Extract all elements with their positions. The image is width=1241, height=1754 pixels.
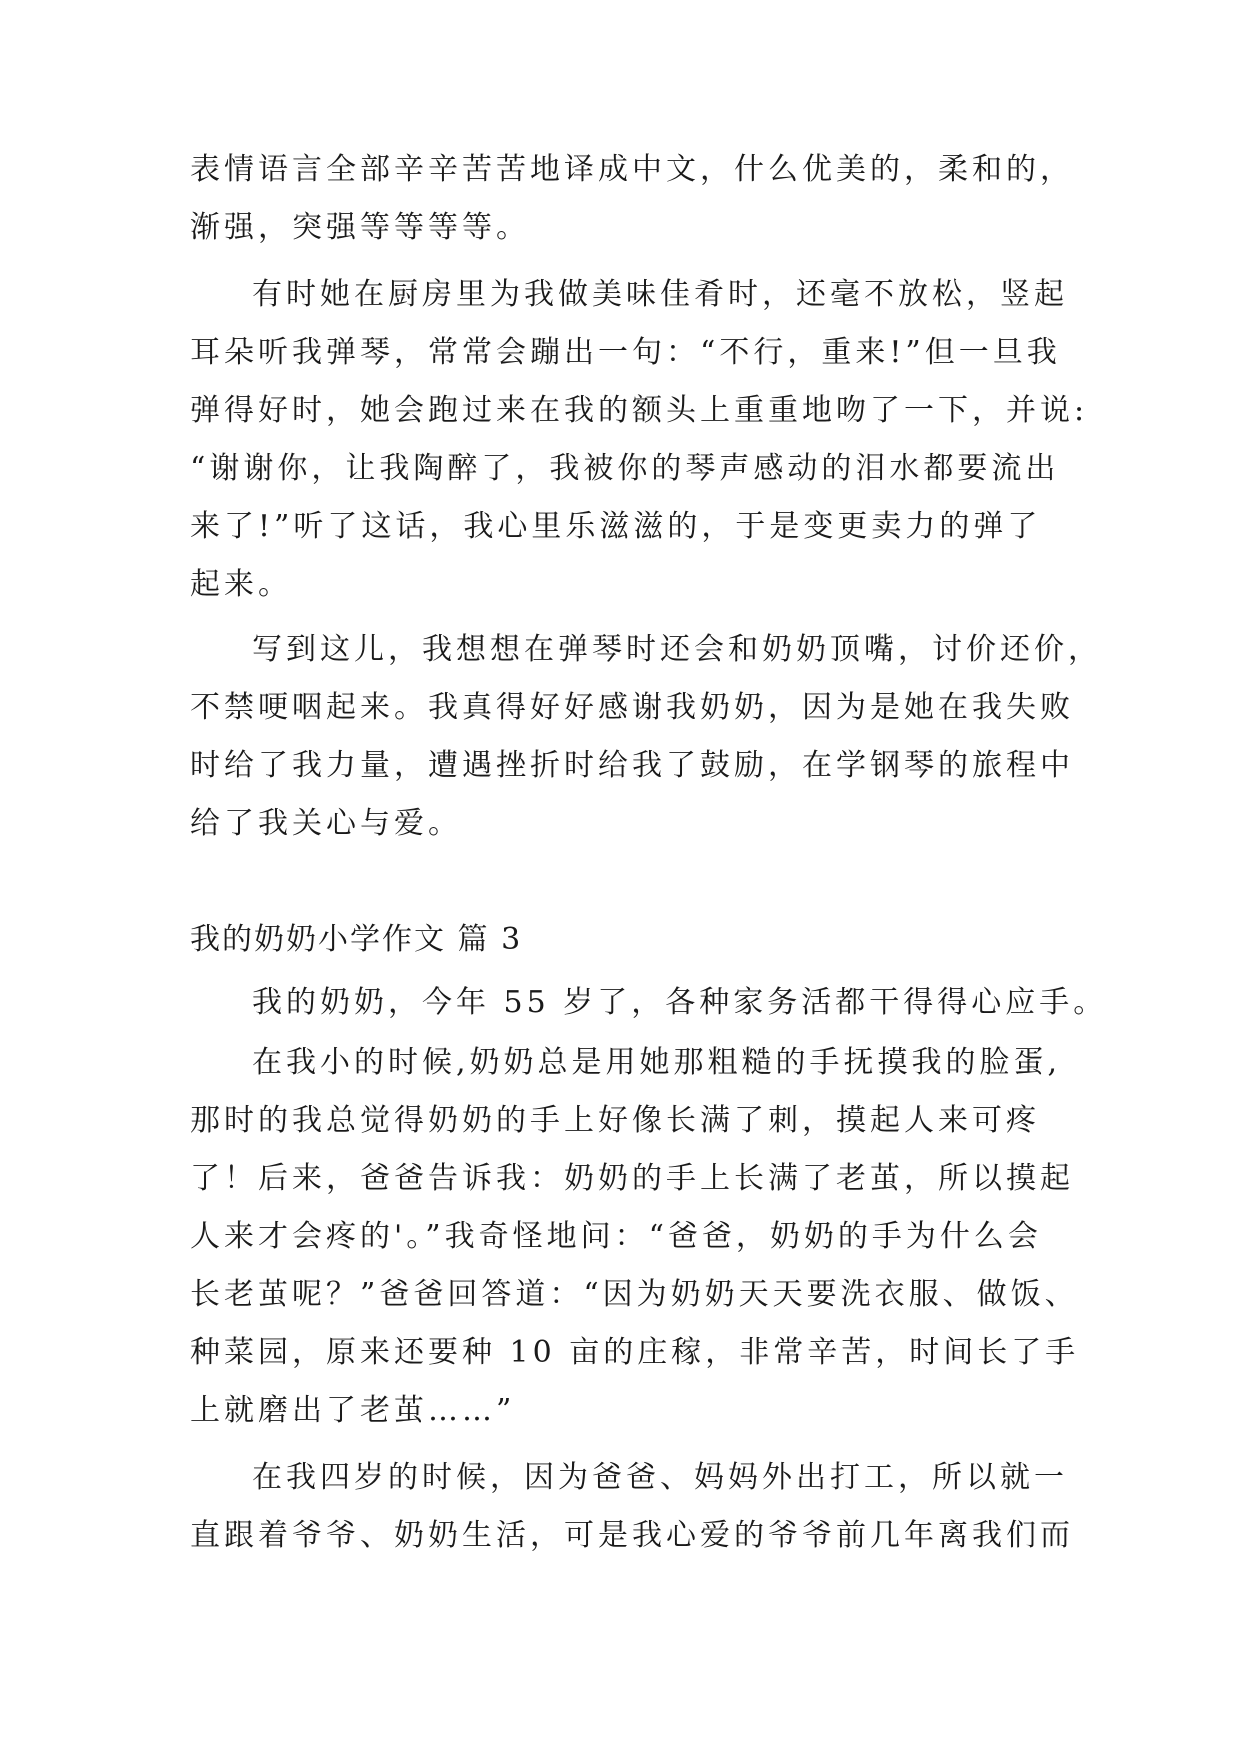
text-line: 那时的我总觉得奶奶的手上好像长满了刺，摸起人来可疼 (190, 1103, 1040, 1138)
text-line: 上就磨出了老茧……” (190, 1393, 516, 1428)
text-line: 来了!”听了这话，我心里乐滋滋的，于是变更卖力的弹了 (190, 509, 1042, 544)
text-line: 给了我关心与爱。 (190, 806, 462, 841)
text-line: 在我小的时候,奶奶总是用她那粗糙的手抚摸我的脸蛋, (252, 1045, 1062, 1080)
text-line: 耳朵听我弹琴，常常会蹦出一句：“不行，重来!”但一旦我 (190, 335, 1061, 370)
text-line: 人来才会疼的'。”我奇怪地问：“爸爸，奶奶的手为什么会 (190, 1219, 1042, 1254)
text-line: 起来。 (190, 567, 292, 602)
text-line: 弹得好时，她会跑过来在我的额头上重重地吻了一下，并说: (190, 393, 1089, 428)
text-line: 长老茧呢？”爸爸回答道：“因为奶奶天天要洗衣服、做饭、 (190, 1277, 1079, 1312)
text-line: 直跟着爷爷、奶奶生活，可是我心爱的爷爷前几年离我们而 (190, 1518, 1074, 1553)
text-line: 表情语言全部辛辛苦苦地译成中文，什么优美的，柔和的， (190, 152, 1074, 187)
text-line: 时给了我力量，遭遇挫折时给我了鼓励，在学钢琴的旅程中 (190, 748, 1074, 783)
text-line: 写到这儿，我想想在弹琴时还会和奶奶顶嘴，讨价还价， (252, 632, 1102, 667)
section-heading: 我的奶奶小学作文 篇 3 (190, 922, 523, 957)
text-line: 在我四岁的时候，因为爸爸、妈妈外出打工，所以就一 (252, 1460, 1068, 1495)
text-line: “谢谢你，让我陶醉了，我被你的琴声感动的泪水都要流出 (190, 451, 1060, 486)
text-line: 我的奶奶，今年 55 岁了，各种家务活都干得得心应手。 (252, 985, 1108, 1020)
text-line: 不禁哽咽起来。我真得好好感谢我奶奶，因为是她在我失败 (190, 690, 1074, 725)
text-line: 有时她在厨房里为我做美味佳肴时，还毫不放松，竖起 (252, 277, 1068, 312)
text-line: 种菜园，原来还要种 10 亩的庄稼，非常辛苦，时间长了手 (190, 1335, 1080, 1370)
text-line: 渐强，突强等等等等。 (190, 210, 530, 245)
text-line: 了！后来，爸爸告诉我：奶奶的手上长满了老茧，所以摸起 (190, 1161, 1074, 1196)
